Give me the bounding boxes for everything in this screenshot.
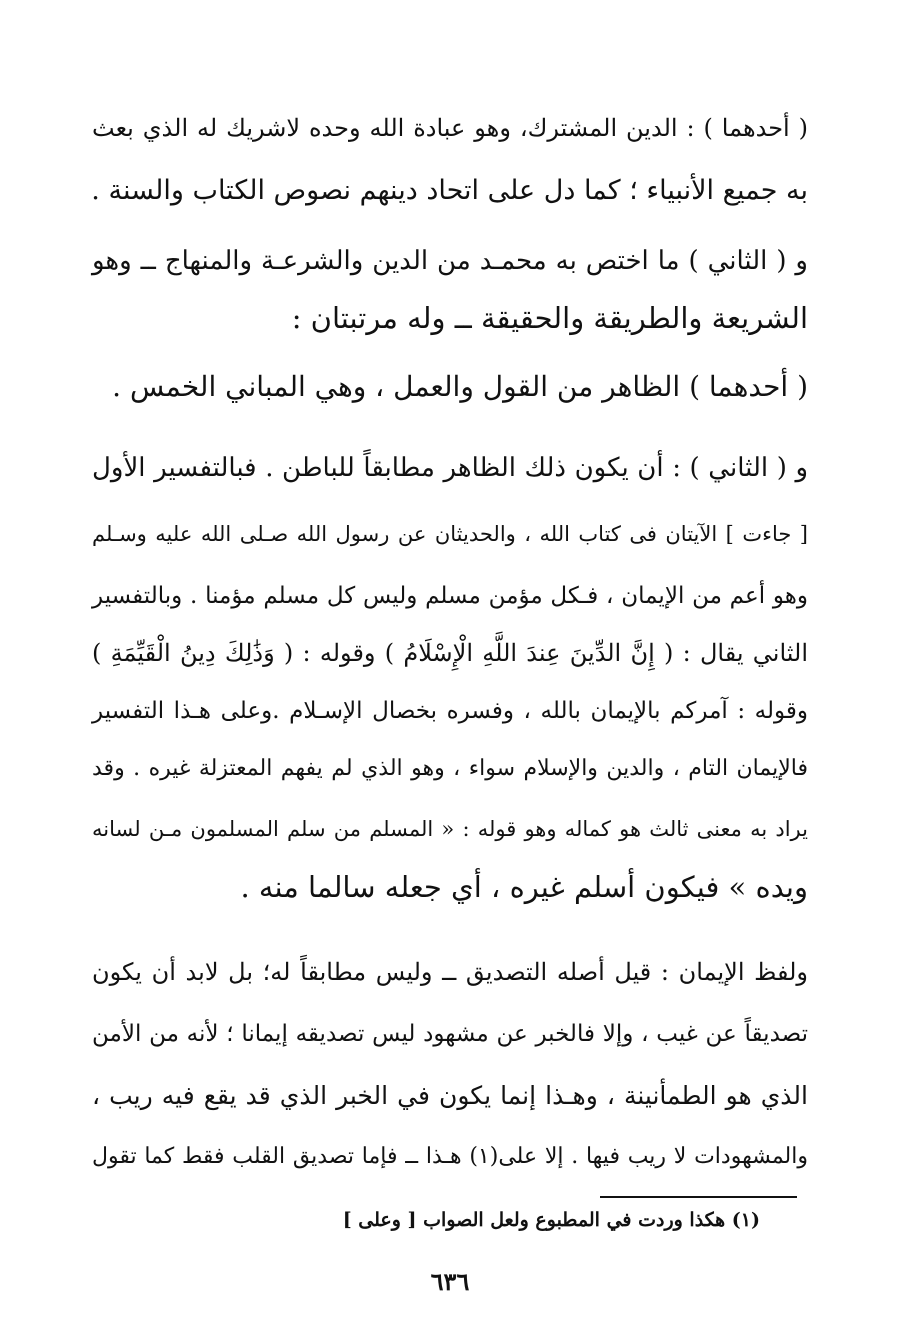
text-line: ( أحدهما ) الظاهر من القول والعمل ، وهي المباني الخمس . [112,370,808,403]
text-line: تصديقاً عن غيب ، وإلا فالخبر عن مشهود ليس تصديقه إيمانا ؛ لأنه من الأمن [92,1021,808,1047]
text-line: [ جاءت ] الآيتان فى كتاب الله ، والحديثان عن رسول الله صـلى الله عليه وسـلم [92,522,808,546]
text-line: به جميع الأنبياء ؛ كما دل على اتحاد دينهم نصوص الكتاب والسنة . [91,175,808,206]
text-line: وهو أعم من الإيمان ، فـكل مؤمن مسلم وليس كل مسلم مؤمنا . وبالتفسير [92,583,808,609]
text-line: يراد به معنى ثالث هو كماله وهو قوله : « المسلم من سلم المسلمون مـن لسانه [92,817,808,841]
text-line: و ( الثاني ) ما اختص به محمـد من الدين والشرعـة والمنهاج ــ وهو [92,246,808,276]
text-line: الثاني يقال : ( إِنَّ الدِّينَ عِندَ اللَّهِ الْإِسْلَامُ ) وقوله : ( وَذَٰلِكَ دِينُ الْقَيِّمَةِ ) [92,639,808,667]
text-line: الذي هو الطمأنينة ، وهـذا إنما يكون في الخبر الذي قد يقع فيه ريب ، [92,1081,808,1110]
footnote-separator [600,1196,797,1198]
text-line: الشريعة والطريقة والحقيقة ــ وله مرتبتان : [291,301,808,335]
text-line: و ( الثاني ) : أن يكون ذلك الظاهر مطابقاً للباطن . فبالتفسير الأول [92,453,808,483]
text-line: ( أحدهما ) : الدين المشترك، وهو عبادة الله وحده لاشريك له الذي بعث [92,114,808,142]
text-line: وقوله : آمركم بالإيمان بالله ، وفسره بخصال الإسـلام .وعلى هـذا التفسير [92,698,808,724]
text-line: فالإيمان التام ، والدين والإسلام سواء ، وهو الذي لم يفهم المعتزلة غيره . وقد [92,756,808,781]
page-number: ٦٣٦ [430,1267,470,1296]
footnote: (١) هكذا وردت في المطبوع ولعل الصواب [ وعلى ] [342,1209,760,1231]
text-line: ويده » فيكون أسلم غيره ، أي جعله سالما منه . [240,870,808,904]
text-line: والمشهودات لا ريب فيها . إلا على(١) هـذا ــ فإما تصديق القلب فقط كما تقول [92,1144,808,1169]
text-line: ولفظ الإيمان : قيل أصله التصديق ــ وليس مطابقاً له؛ بل لابد أن يكون [92,958,808,986]
